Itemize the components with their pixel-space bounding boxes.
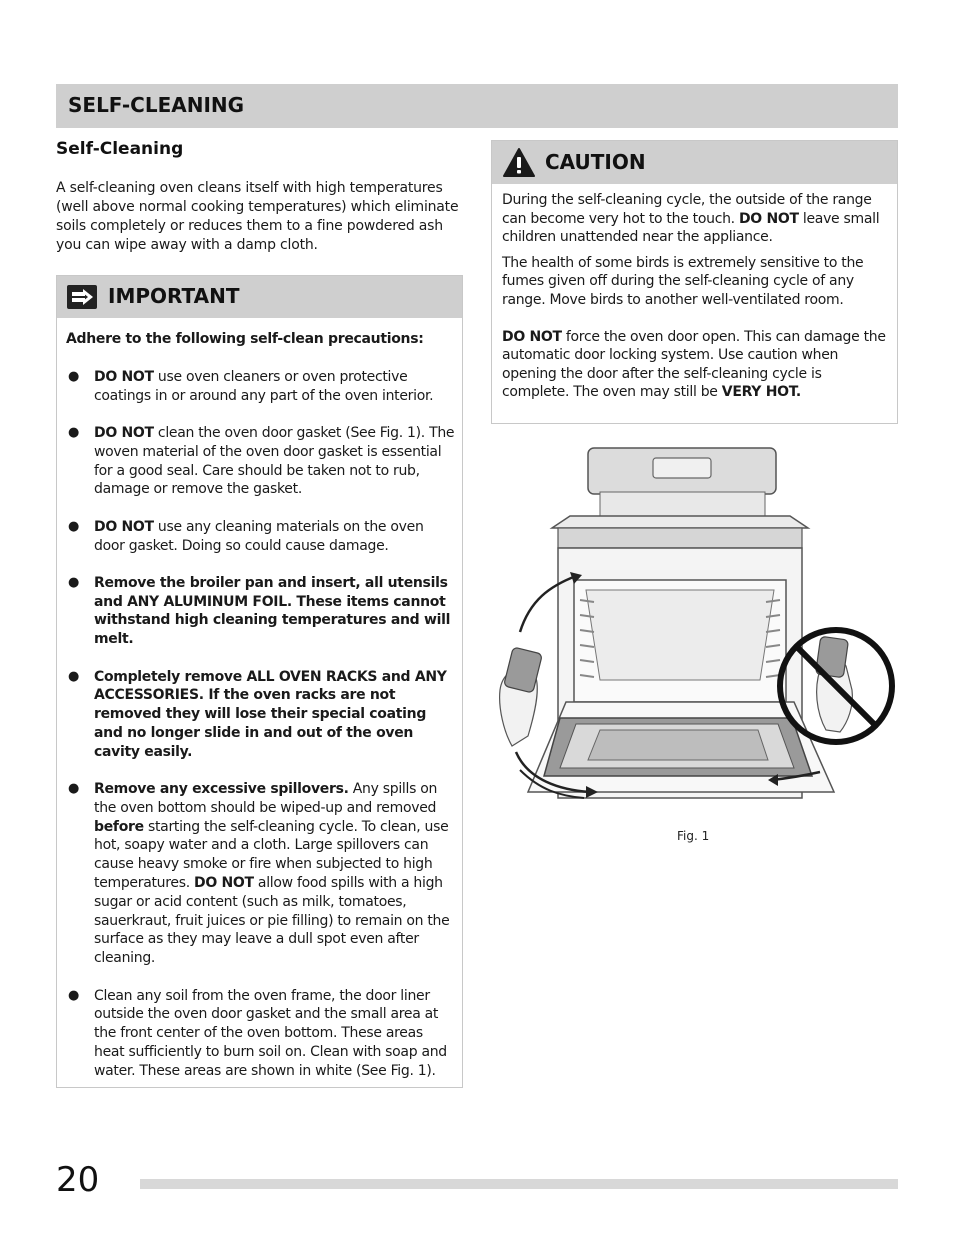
section-title: SELF-CLEANING (68, 93, 245, 117)
caution-box (491, 140, 898, 424)
list-item: ● DO NOT use any cleaning materials on the oven door gasket. Doing so could cause damage. (68, 518, 424, 554)
section-header (56, 84, 898, 128)
list-item: ● Remove the broiler pan and insert, all utensils and ANY ALUMINUM FOIL. These items cannot withstand high cleaning temperatures and will melt. (68, 574, 451, 648)
bullet-icon: ● (68, 668, 80, 684)
important-header (57, 276, 462, 318)
subheading: Self-Cleaning (56, 139, 184, 159)
bullet-icon: ● (68, 987, 80, 1003)
caution-header (492, 141, 897, 184)
bullet-icon: ● (68, 518, 80, 534)
caution-paragraph: The health of some birds is extremely sensitive to the fumes given off during the self-cleaning cycle of any range. Move birds to another well-ventilated room. (502, 254, 864, 308)
caution-paragraph: DO NOT force the oven door open. This can damage the automatic door locking system. Use caution when opening the door after the self-cleaning cycle is complete. The oven may still be VERY HOT. (502, 328, 886, 401)
important-title: IMPORTANT (108, 284, 240, 308)
list-item: ● Completely remove ALL OVEN RACKS and ANY ACCESSORIES. If the oven racks are not removed they will lose their special coating and no longer slide in and out of the oven cavity easily. (68, 668, 447, 760)
important-lead: Adhere to the following self-clean precautions: (66, 331, 424, 347)
bullet-icon: ● (68, 781, 80, 797)
page-number: 20 (56, 1160, 100, 1200)
bullet-icon: ● (68, 425, 80, 441)
bullet-icon: ● (68, 369, 80, 384)
arrow-right-icon (67, 285, 97, 309)
list-item: ● Remove any excessive spillovers. Any spills on the oven bottom should be wiped-up and removed before starting the self-cleaning cycle. To clean, use hot, soapy water and a cloth. Large spillovers can cause heavy smoke or fire when subjected to high temperatures. DO NOT allow food spills with a high sugar or acid content (such as milk, tomatoes, sauerkraut, fruit juices or pie filling) to remain on the surface as they may leave a dull spot even after cleaning. (68, 781, 450, 967)
list-item: ● Clean any soil from the oven frame, the door liner outside the oven door gasket and the small area at the front center of the oven bottom. These areas heat sufficiently to burn soil on. Clean with soap and water. These areas are shown in white (See Fig. 1). (68, 987, 447, 1079)
intro-paragraph: A self-cleaning oven cleans itself with high temperatures (well above normal cooking temperatures) which eliminate soils completely or reduces them to a fine powdered ash you can wipe away with a damp cloth. (56, 180, 459, 253)
warning-triangle-icon (502, 147, 536, 179)
footer-rule (140, 1179, 898, 1189)
list-item: ● DO NOT clean the oven door gasket (See Fig. 1). The woven material of the oven door gasket is essential for a good seal. Care should be taken not to rub, damage or remove the gasket. (68, 425, 455, 498)
bullet-icon: ● (68, 574, 80, 590)
caution-title: CAUTION (545, 150, 646, 174)
caution-paragraph: During the self-cleaning cycle, the outside of the range can become very hot to the touch. DO NOT leave small children unattended near the appliance. (502, 192, 880, 246)
important-box (56, 275, 463, 1088)
figure-caption: Fig. 1 (677, 829, 710, 843)
list-item: ● DO NOT use oven cleaners or oven protective coatings in or around any part of the oven interior. (68, 369, 434, 404)
precaution-list (66, 368, 456, 1081)
oven-illustration (490, 440, 900, 820)
